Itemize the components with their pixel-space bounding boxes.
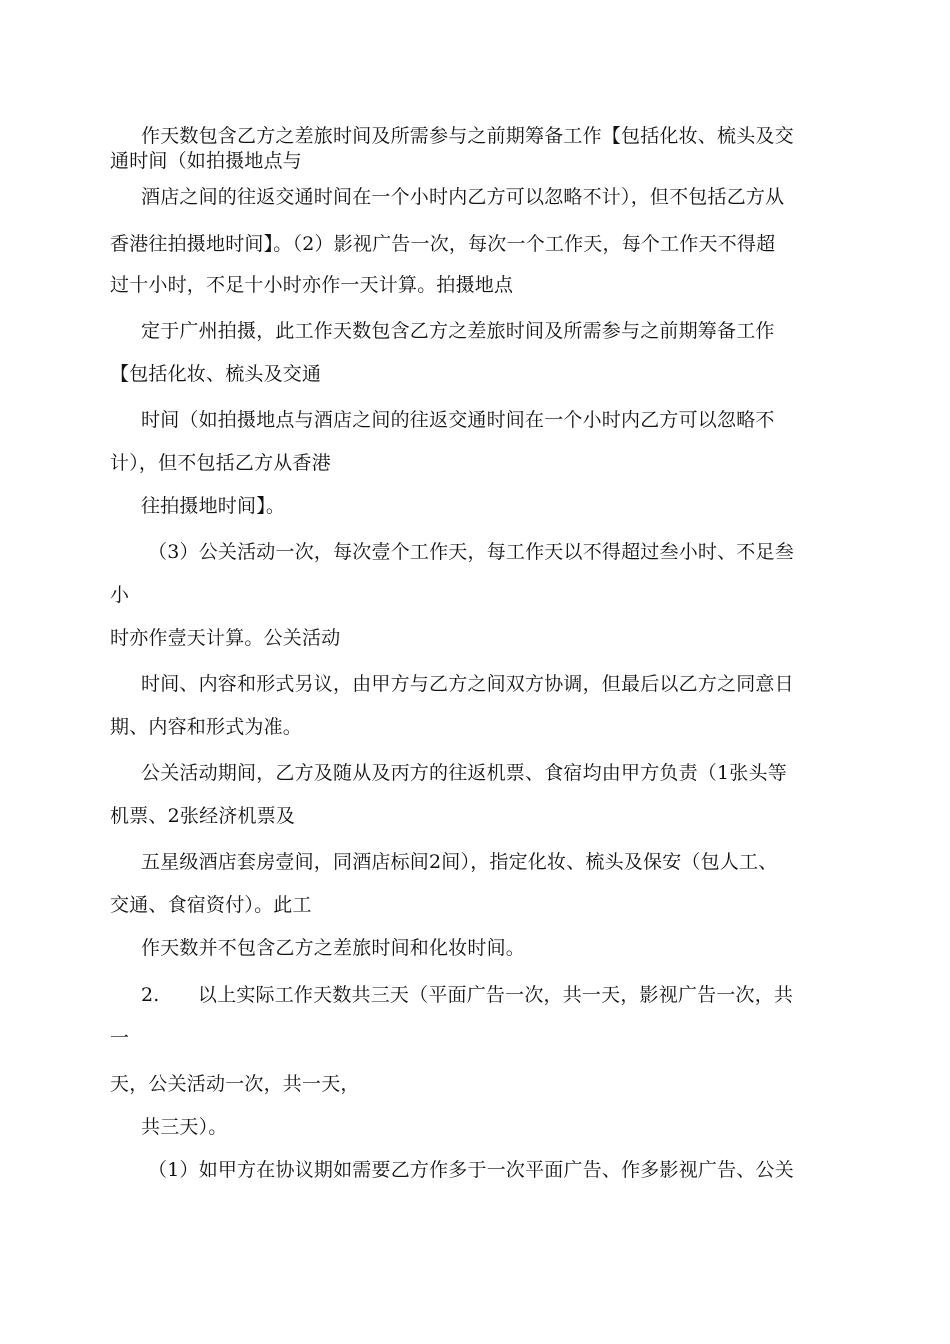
paragraph-line: 时间（如拍摄地点与酒店之间的往返交通时间在一个小时内乙方可以忽略不: [141, 409, 775, 431]
paragraph-line: 时间、内容和形式另议，由甲方与乙方之间双方协调，但最后以乙方之同意日: [141, 673, 794, 695]
paragraph-line: 作天数并不包含乙方之差旅时间和化妆时间。: [141, 937, 526, 959]
paragraph-line: 过十小时，不足十小时亦作一天计算。拍摄地点: [110, 274, 514, 296]
paragraph-line: 公关活动期间，乙方及随从及丙方的往返机票、食宿均由甲方负责（1张头等: [141, 762, 787, 784]
paragraph-line: （1）如甲方在协议期如需要乙方作多于一次平面广告、作多影视广告、公关: [148, 1159, 794, 1181]
paragraph-line: 香港往拍摄地时间】。（2）影视广告一次，每次一个工作天，每个工作天不得超: [110, 233, 776, 255]
paragraph-line: 小: [110, 584, 130, 606]
paragraph-line: 交通、食宿资付）。此工: [110, 894, 312, 916]
paragraph-line: 共三天）。: [141, 1116, 228, 1138]
numbered-item-line: 2. 以上实际工作天数共三天（平面广告一次，共一天，影视广告一次，共: [141, 984, 794, 1006]
paragraph-line: 通时间（如拍摄地点与: [110, 150, 303, 172]
paragraph-line: 定于广州拍摄，此工作天数包含乙方之差旅时间及所需参与之前期筹备工作: [141, 320, 775, 342]
paragraph-line: 作天数包含乙方之差旅时间及所需参与之前期筹备工作【包括化妆、梳头及交: [141, 125, 794, 147]
paragraph-line: 一: [110, 1027, 130, 1049]
paragraph-line: （3）公关活动一次，每次壹个工作天，每工作天以不得超过叁小时、不足叁: [148, 541, 794, 563]
paragraph-line: 期、内容和形式为准。: [110, 716, 303, 738]
paragraph-line: 天，公关活动一次，共一天，: [110, 1073, 360, 1095]
paragraph-line: 计），但不包括乙方从香港: [110, 452, 331, 474]
paragraph-line: 往拍摄地时间】。: [141, 495, 286, 517]
paragraph-line: 时亦作壹天计算。公关活动: [110, 627, 341, 649]
paragraph-line: 【包括化妆、梳头及交通: [110, 363, 322, 385]
paragraph-line: 五星级酒店套房壹间，同酒店标间2间），指定化妆、梳头及保安（包人工、: [141, 851, 778, 873]
paragraph-line: 酒店之间的往返交通时间在一个小时内乙方可以忽略不计），但不包括乙方从: [141, 186, 785, 208]
paragraph-line: 机票、2张经济机票及: [110, 805, 296, 827]
